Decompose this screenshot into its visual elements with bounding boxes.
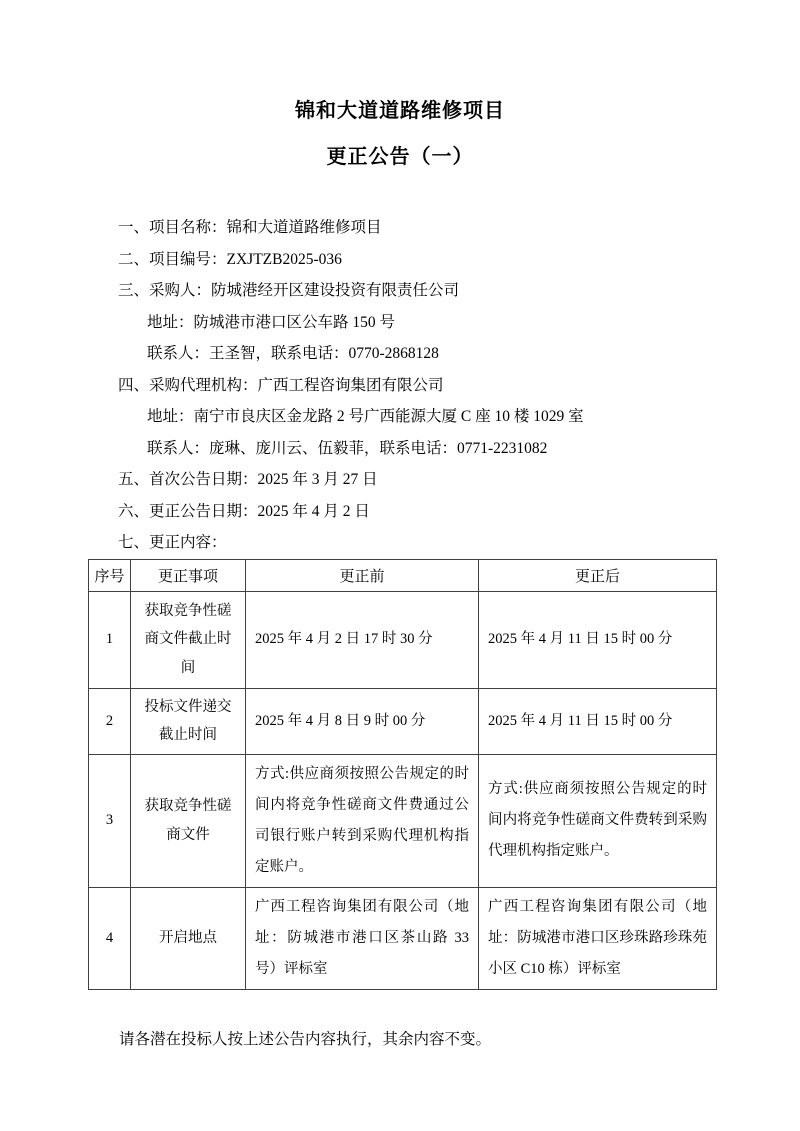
cell-seq: 4 <box>89 887 131 989</box>
cell-after: 2025 年 4 月 11 日 15 时 00 分 <box>479 591 717 688</box>
list-item-agency-contact: 联系人：庞琳、庞川云、伍毅菲，联系电话：0771-2231082 <box>147 439 548 457</box>
cell-before: 2025 年 4 月 2 日 17 时 30 分 <box>246 591 479 688</box>
table-row <box>89 688 717 754</box>
document-title: 锦和大道道路维修项目 <box>295 100 505 122</box>
header-item: 更正事项 <box>131 559 246 591</box>
cell-after: 方式:供应商须按照公告规定的时间内将竞争性磋商文件费转到采购代理机构指定账户。 <box>479 754 717 887</box>
list-item-purchaser: 三、采购人：防城港经开区建设投资有限责任公司 <box>118 282 460 299</box>
list-item-agency: 四、采购代理机构：广西工程咨询集团有限公司 <box>118 376 444 394</box>
cell-seq: 1 <box>89 591 131 688</box>
table-row <box>89 591 717 688</box>
list-item-first-announce-date: 五、首次公告日期：2025 年 3 月 27 日 <box>118 471 378 488</box>
list-item-purchaser-contact: 联系人：王圣智，联系电话：0770-2868128 <box>147 345 439 362</box>
document-subtitle: 更正公告（一） <box>326 146 474 168</box>
cell-before: 广西工程咨询集团有限公司（地址：防城港市港口区茶山路 33 号）评标室 <box>246 887 479 989</box>
cell-before: 方式:供应商须按照公告规定的时间内将竞争性磋商文件费通过公司银行账户转到采购代理机构指定账户。 <box>246 754 479 887</box>
cell-seq: 2 <box>89 688 131 754</box>
list-item-purchaser-address: 地址：防城港市港口区公车路 150 号 <box>147 313 396 331</box>
table-row <box>89 754 717 887</box>
cell-after: 2025 年 4 月 11 日 15 时 00 分 <box>479 688 717 754</box>
list-item-project-number: 二、项目编号：ZXJTZB2025-036 <box>118 250 342 268</box>
closing-statement: 请各潜在投标人按上述公告内容执行，其余内容不变。 <box>119 1030 492 1048</box>
cell-item: 获取竞争性磋商文件截止时间 <box>131 591 246 688</box>
cell-item: 投标文件递交截止时间 <box>131 688 246 754</box>
cell-item: 开启地点 <box>131 887 246 989</box>
correction-table <box>88 559 717 990</box>
table-header-row <box>89 559 717 591</box>
cell-seq: 3 <box>89 754 131 887</box>
table-row <box>89 887 717 989</box>
cell-before: 2025 年 4 月 8 日 9 时 00 分 <box>246 688 479 754</box>
cell-after: 广西工程咨询集团有限公司（地址：防城港市港口区珍珠路珍珠苑小区 C10 栋）评标室 <box>479 887 717 989</box>
list-item-project-name: 一、项目名称：锦和大道道路维修项目 <box>118 219 382 236</box>
header-after: 更正后 <box>479 559 717 591</box>
list-item-correction-content: 七、更正内容： <box>118 534 227 551</box>
list-item-agency-address: 地址：南宁市良庆区金龙路 2 号广西能源大厦 C 座 10 楼 1029 室 <box>147 408 584 425</box>
header-seq: 序号 <box>89 559 131 591</box>
list-item-correction-announce-date: 六、更正公告日期：2025 年 4 月 2 日 <box>118 502 370 520</box>
header-before: 更正前 <box>246 559 479 591</box>
cell-item: 获取竞争性磋商文件 <box>131 754 246 887</box>
info-list <box>88 212 720 559</box>
